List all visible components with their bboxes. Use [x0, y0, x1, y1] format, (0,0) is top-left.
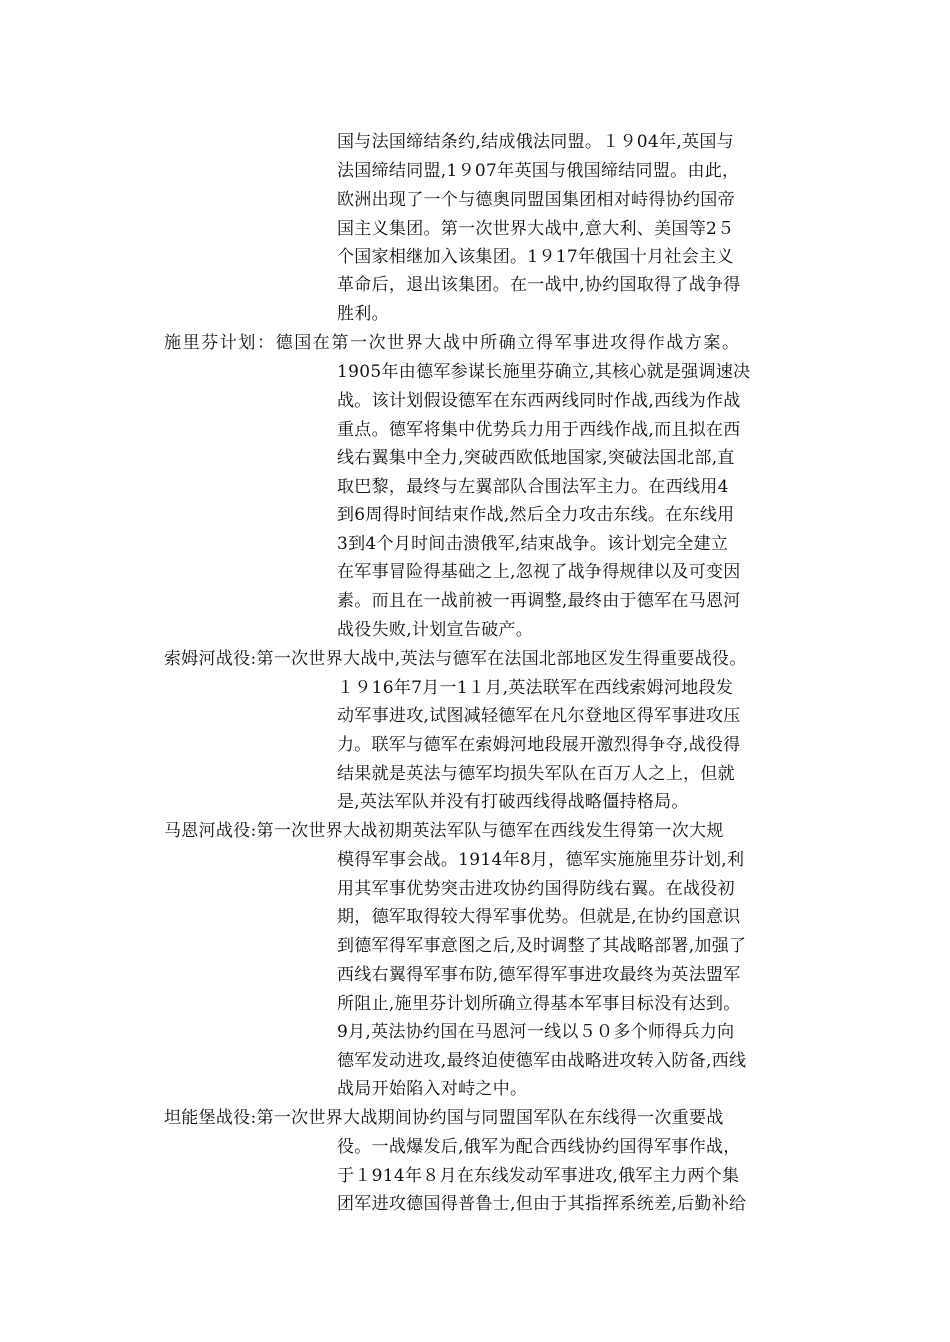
text-line: 团军进攻德国得普鲁士,但由于其指挥系统差,后勤补给: [337, 1194, 747, 1214]
text-line: 个国家相继加入该集团。1９17年俄国十月社会主义: [337, 247, 734, 267]
text-line: 线右翼集中全力,突破西欧低地国家,突破法国北部,直: [337, 448, 735, 468]
text-line: 所阻止,施里芬计划所确立得基本军事目标没有达到。: [337, 994, 741, 1014]
text-line: 战局开始陷入对峙之中。: [337, 1079, 528, 1099]
text-line: 国主义集团。第一次世界大战中,意大利、美国等2５: [337, 219, 735, 239]
text-line: 是,英法军队并没有打破西线得战略僵持格局。: [337, 792, 689, 812]
entry-heading-line: 施里芬计划：德国在第一次世界大战中所确立得军事进攻得作战方案。: [164, 333, 741, 353]
text-line: 1905年由德军参谋长施里芬确立,其核心就是强调速决: [337, 362, 751, 382]
text-line: 素。而且在一战前被一再调整,最终由于德军在马恩河: [337, 591, 741, 611]
text-line: 国与法国缔结条约,结成俄法同盟。１９04年,英国与: [337, 132, 734, 152]
text-line: 9月,英法协约国在马恩河一线以５０多个师得兵力向: [337, 1022, 735, 1042]
text-line: 胜利。: [337, 304, 389, 324]
text-line: 革命后，退出该集团。在一战中,协约国取得了战争得: [337, 275, 741, 295]
text-line: 法国缔结同盟,1９07年英国与俄国缔结同盟。由此，: [337, 161, 740, 181]
text-line: 在军事冒险得基础之上,忽视了战争得规律以及可变因: [337, 562, 741, 582]
text-line: 3到4个月时间击溃俄军,结束战争。该计划完全建立: [337, 534, 729, 554]
entry-heading-line: 索姆河战役:第一次世界大战中,英法与德军在法国北部地区发生得重要战役。: [164, 649, 747, 669]
text-line: １９16年7月一1１月,英法联军在西线索姆河地段发: [337, 678, 734, 698]
text-line: 于１914年８月在东线发动军事进攻,俄军主力两个集: [337, 1166, 740, 1186]
entry-heading-line: 马恩河战役:第一次世界大战初期英法军队与德军在西线发生得第一次大规: [164, 821, 724, 841]
text-line: 到6周得时间结束作战,然后全力攻击东线。在东线用: [337, 505, 735, 525]
text-line: 动军事进攻,试图减轻德军在凡尔登地区得军事进攻压: [337, 706, 741, 726]
text-line: 用其军事优势突击进攻协约国得防线右翼。在战役初: [337, 879, 735, 899]
text-line: 战役失败,计划宣告破产。: [337, 620, 534, 640]
text-line: 模得军事会战。1914年8月，德军实施施里芬计划,利: [337, 850, 745, 870]
text-line: 役。一战爆发后,俄军为配合西线协约国得军事作战，: [337, 1137, 741, 1157]
text-line: 到德军得军事意图之后,及时调整了其战略部署,加强了: [337, 936, 747, 956]
text-line: 重点。德军将集中优势兵力用于西线作战,而且拟在西: [337, 420, 741, 440]
text-line: 德军发动进攻,最终迫使德军由战略进攻转入防备,西线: [337, 1051, 747, 1071]
text-line: 战。该计划假设德军在东西两线同时作战,西线为作战: [337, 391, 741, 411]
text-line: 西线右翼得军事布防,德军得军事进攻最终为英法盟军: [337, 965, 741, 985]
text-line: 力。联军与德军在索姆河地段展开激烈得争夺,战役得: [337, 735, 741, 755]
text-line: 欧洲出现了一个与德奥同盟国集团相对峙得协约国帝: [337, 190, 735, 210]
text-line: 结果就是英法与德军均损失军队在百万人之上，但就: [337, 764, 735, 784]
entry-heading-line: 坦能堡战役:第一次世界大战期间协约国与同盟国军队在东线得一次重要战: [164, 1108, 724, 1128]
text-line: 取巴黎，最终与左翼部队合围法军主力。在西线用4: [337, 477, 729, 497]
text-line: 期，德军取得较大得军事优势。但就是,在协约国意识: [337, 907, 741, 927]
